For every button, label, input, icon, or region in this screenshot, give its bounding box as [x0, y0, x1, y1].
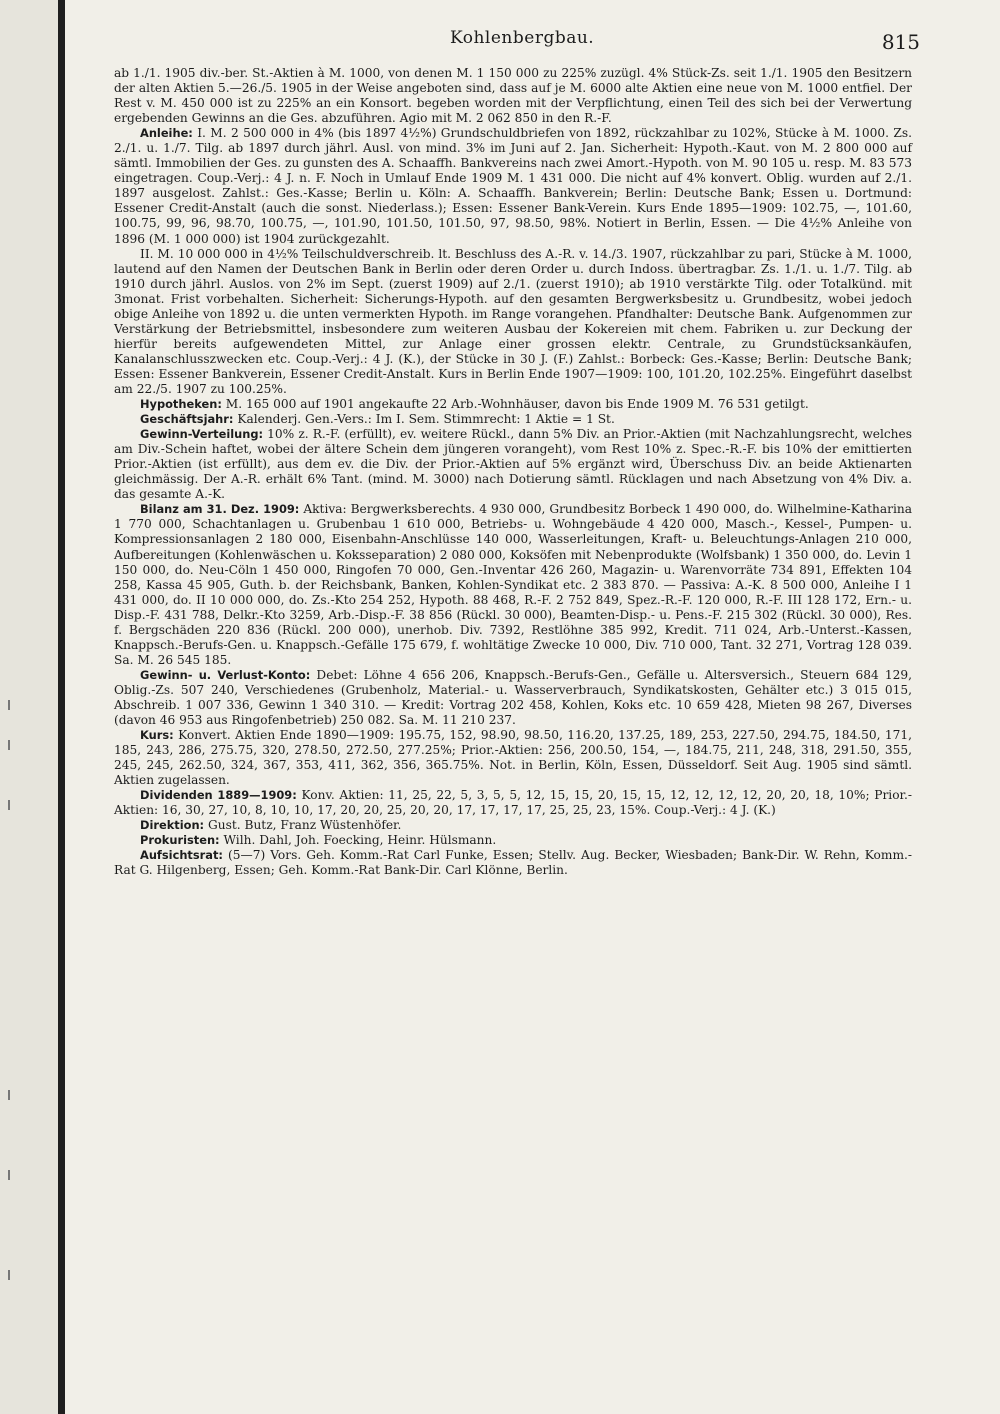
paragraph-dividenden: Dividenden 1889—1909: Konv. Aktien: 11, 25, 22, 5, 3, 5, 5, 12, 15, 15, 20, 15, 15, 12, 12, 12, 12, 20, 20, 18, 10%; Prior.-Aktien: 16, 30, 27, 10, 8, 10, 10, 17, 20, 20, 25, 20, 20, 17, 17, 17, 17, 25, 25, 23, 15%. Coup.-Verj.: 4 J. (K.) [114, 788, 913, 818]
paragraph-share-issue: ab 1./1. 1905 div.-ber. St.-Aktien à M. 1000, von denen M. 1 150 000 zu 225% zuzügl. 4% Stück-Zs. seit 1./1. 1905 den Besitzern der alten Aktien 5.—26./5. 1905 in der Weise angeboten sind, dass auf je M. 6000 alte Aktien eine neue von M. 1000 entfiel. Der Rest v. M. 450 000 ist zu 225% an ein Konsort. begeben worden mit der Verpflichtung, einen Teil des sich bei der Verwertung ergebenden Gewinns an die Ges. abzuführen. Agio mit M. 2 062 850 in den R.-F. [114, 66, 912, 126]
paragraph-prokuristen: Prokuristen: Wilh. Dahl, Joh. Foecking, Heinr. Hülsmann. [140, 833, 497, 848]
paragraph-anleihe-1: Anleihe: I. M. 2 500 000 in 4% (bis 1897 4½%) Grundschuldbriefen von 1892, rückzahlbar zu 102%, Stücke à M. 1000. Zs. 2./1. u. 1./7. Tilg. ab 1897 durch jährl. Ausl. von mind. 3% im Juni auf 2. Jan. Sicherheit: Hypoth.-Kaut. von M. 2 800 000 auf sämtl. Immobilien der Ges. zu gunsten des A. Schaaffh. Bankvereins nach zwei Amort.-Hypoth. von M. 90 105 u. resp. M. 83 573 eingetragen. Coup.-Verj.: 4 J. n. F. Noch in Umlauf Ende 1909 M. 1 431 000. Die nicht auf 4% konvert. Oblig. wurden auf 2./1. 1897 ausgelost. Zahlst.: Ges.-Kasse; Berlin u. Köln: A. Schaaffh. Bankverein; Berlin: Deutsche Bank; Essen u. Dortmund: Essener Credit-Anstalt (auch die sonst. Niederlass.); Essen: Essener Bank-Verein. Kurs Ende 1895—1909: 102.75, —, 101.60, 100.75, 99, 96, 98.70, 100.75, —, 101.90, 101.50, 101.50, 97, 98.50, 98%. Notiert in Berlin, Essen. — Die 4½% Anleihe von 1896 (M. 1 000 000) ist 1904 zurückgezahlt. [114, 126, 912, 246]
binding-mark [8, 1170, 10, 1180]
section-key: Direktion: [140, 818, 205, 833]
section-key: Geschäftsjahr: [140, 412, 234, 427]
paragraph-direktion: Direktion: Gust. Butz, Franz Wüstenhöfer. [140, 818, 402, 833]
binding-margin [0, 0, 60, 1414]
page-header [100, 28, 920, 58]
page-number: 815 [881, 30, 920, 54]
running-title: Kohlenbergbau. [450, 28, 595, 48]
paragraph-hypotheken: Hypotheken: M. 165 000 auf 1901 angekaufte 22 Arb.-Wohnhäuser, davon bis Ende 1909 M. 76 531 getilgt. [140, 397, 809, 412]
section-key: Gewinn- u. Verlust-Konto: [140, 667, 311, 682]
section-key: Gewinn-Verteilung: [140, 427, 264, 442]
binding-edge [58, 0, 65, 1414]
section-key: Dividenden 1889—1909: [140, 788, 297, 803]
paragraph-geschaeftsjahr: Geschäftsjahr: Kalenderj. Gen.-Vers.: Im I. Sem. Stimmrecht: 1 Aktie = 1 St. [140, 412, 615, 427]
paragraph-anleihe-2: II. M. 10 000 000 in 4½% Teilschuldverschreib. lt. Beschluss des A.-R. v. 14./3. 1907, rückzahlbar zu pari, Stücke à M. 1000, lautend auf den Namen der Deutschen Bank in Berlin oder deren Order u. durch Indoss. übertragbar. Zs. 1./1. u. 1./7. Tilg. ab 1910 durch jährl. Auslos. von 2% im Sept. (zuerst 1909) auf 2./1. (zuerst 1910); ab 1910 verstärkte Tilg. oder Totalkünd. mit 3monat. Frist vorbehalten. Sicherheit: Sicherungs-Hypoth. auf den gesamten Bergwerksbesitz u. Grundbesitz, wobei jedoch obige Anleihe von 1892 u. die unten vermerkten Hypoth. im Range vorangehen. Pfandhalter: Deutsche Bank. Aufgenommen zur Verstärkung der Betriebsmittel, insbesondere zum weiteren Ausbau der Kokereien mit chem. Fabriken u. zur Deckung der hierfür bereits aufgewendeten Mittel, zur Anlage einer grossen elektr. Centrale, zu Grundstücksankäufen, Kanalanschlusszwecken etc. Coup.-Verj.: 4 J. (K.), der Stücke in 30 J. (F.) Zahlst.: Borbeck: Ges.-Kasse; Berlin: Deutsche Bank; Essen: Essener Bankverein, Essener Credit-Anstalt. Kurs in Berlin Ende 1907—1909: 100, 101.20, 102.25%. Eingeführt daselbst am 22./5. 1907 zu 100.25%. [114, 246, 912, 396]
section-key: Anleihe: [140, 126, 193, 141]
binding-mark [8, 740, 10, 750]
section-key: Kurs: [140, 728, 174, 743]
binding-mark [8, 700, 10, 710]
paragraph-gewinn-verteilung: Gewinn-Verteilung: 10% z. R.-F. (erfüllt), ev. weitere Rückl., dann 5% Div. an Prior.-Aktien (mit Nachzahlungsrecht, welches am Div.-Schein haftet, wobei der ältere Schein dem jüngeren vorangeht), vom Rest 10% z. Spec.-R.-F. bis 10% der emittierten Prior.-Aktien (ist erfüllt), aus dem ev. die Div. der Prior.-Aktien auf 5% ergänzt wird, Überschuss Div. an beide Aktienarten gleichmässig. Der A.-R. erhält 6% Tant. (mind. M. 3000) nach Dotierung sämtl. Rücklagen und nach Absetzung von 4% Div. a. das gesamte A.-K. [114, 427, 913, 502]
binding-mark [8, 1270, 10, 1280]
paragraph-bilanz: Bilanz am 31. Dez. 1909: Aktiva: Bergwerksberechts. 4 930 000, Grundbesitz Borbeck 1 490 000, do. Wilhelmine-Katharina 1 770 000, Schachtanlagen u. Grubenbau 1 610 000, Betriebs- u. Wohngebäude 4 420 000, Masch.-, Kessel-, Pumpen- u. Kompressionsanlagen 2 180 000, Eisenbahn-Anschlüsse 140 000, Wasserleitungen, Kraft- u. Beleuchtungs-Anlagen 210 000, Aufbereitungen (Kohlenwäschen u. Koksseparation) 2 080 000, Koksöfen mit Nebenprodukte (Wolfsbank) 1 350 000, do. Levin 1 150 000, do. Neu-Cöln 1 450 000, Ringofen 70 000, Gen.-Inventar 426 260, Magazin- u. Warenvorräte 734 891, Effekten 104 258, Kassa 45 905, Guth. b. der Reichsbank, Banken, Kohlen-Syndikat etc. 2 383 870. — Passiva: A.-K. 8 500 000, Anleihe I 1 431 000, do. II 10 000 000, do. Zs.-Kto 254 252, Hypoth. 88 468, R.-F. 2 752 849, Spez.-R.-F. 120 000, R.-F. III 128 172, Ern.- u. Disp.-F. 431 788, Delkr.-Kto 3259, Arb.-Disp.-F. 38 856 (Rückl. 30 000), Beamten-Disp.- u. Pens.-F. 215 302 (Rückl. 30 000), Res. f. Bergschäden 220 836 (Rückl. 200 000), unerhob. Div. 7392, Restlöhne 385 992, Kredit. 711 024, Arb.-Unterst.-Kassen, Knappsch.-Berufs-Gen. u. Knappsch.-Gefälle 175 679, f. wohltätige Zwecke 10 000, Div. 710 000, Tant. 32 271, Vortrag 128 039. Sa. M. 26 545 185. [114, 502, 913, 667]
section-key: Bilanz am 31. Dez. 1909: [140, 502, 300, 517]
section-key: Hypotheken: [140, 397, 222, 412]
binding-mark [8, 800, 10, 810]
paragraph-gewinn-verlust: Gewinn- u. Verlust-Konto: Debet: Löhne 4 656 206, Knappsch.-Berufs-Gen., Gefälle u. Altersversich., Steuern 684 129, Oblig.-Zs. 507 240, Verschiedenes (Grubenholz, Material.- u. Wasserverbrauch, Syndikatskosten, Gehälter etc.) 3 015 015, Abschreib. 1 007 336, Gewinn 1 340 310. — Kredit: Vortrag 202 458, Kohlen, Koks etc. 10 659 428, Mieten 98 267, Diverses (davon 46 953 aus Ringofenbetrieb) 250 082. Sa. M. 11 210 237. [114, 667, 913, 728]
binding-mark [8, 1090, 10, 1100]
section-key: Aufsichtsrat: [140, 848, 223, 863]
paragraph-aufsichtsrat: Aufsichtsrat: (5—7) Vors. Geh. Komm.-Rat Carl Funke, Essen; Stellv. Aug. Becker, Wiesbaden; Bank-Dir. W. Rehn, Komm.-Rat G. Hilgenberg, Essen; Geh. Komm.-Rat Bank-Dir. Carl Klönne, Berlin. [114, 848, 912, 878]
paragraph-kurs: Kurs: Konvert. Aktien Ende 1890—1909: 195.75, 152, 98.90, 98.50, 116.20, 137.25, 189, 253, 227.50, 294.75, 184.50, 171, 185, 243, 286, 275.75, 320, 278.50, 272.50, 277.25%; Prior.-Aktien: 256, 200.50, 154, —, 184.75, 211, 248, 318, 291.50, 355, 245, 245, 262.50, 324, 367, 353, 411, 362, 356, 365.75%. Not. in Berlin, Köln, Essen, Düsseldorf. Seit Aug. 1905 sind sämtl. Aktien zugelassen. [114, 728, 913, 788]
section-key: Prokuristen: [140, 833, 220, 848]
body-text [114, 66, 912, 879]
